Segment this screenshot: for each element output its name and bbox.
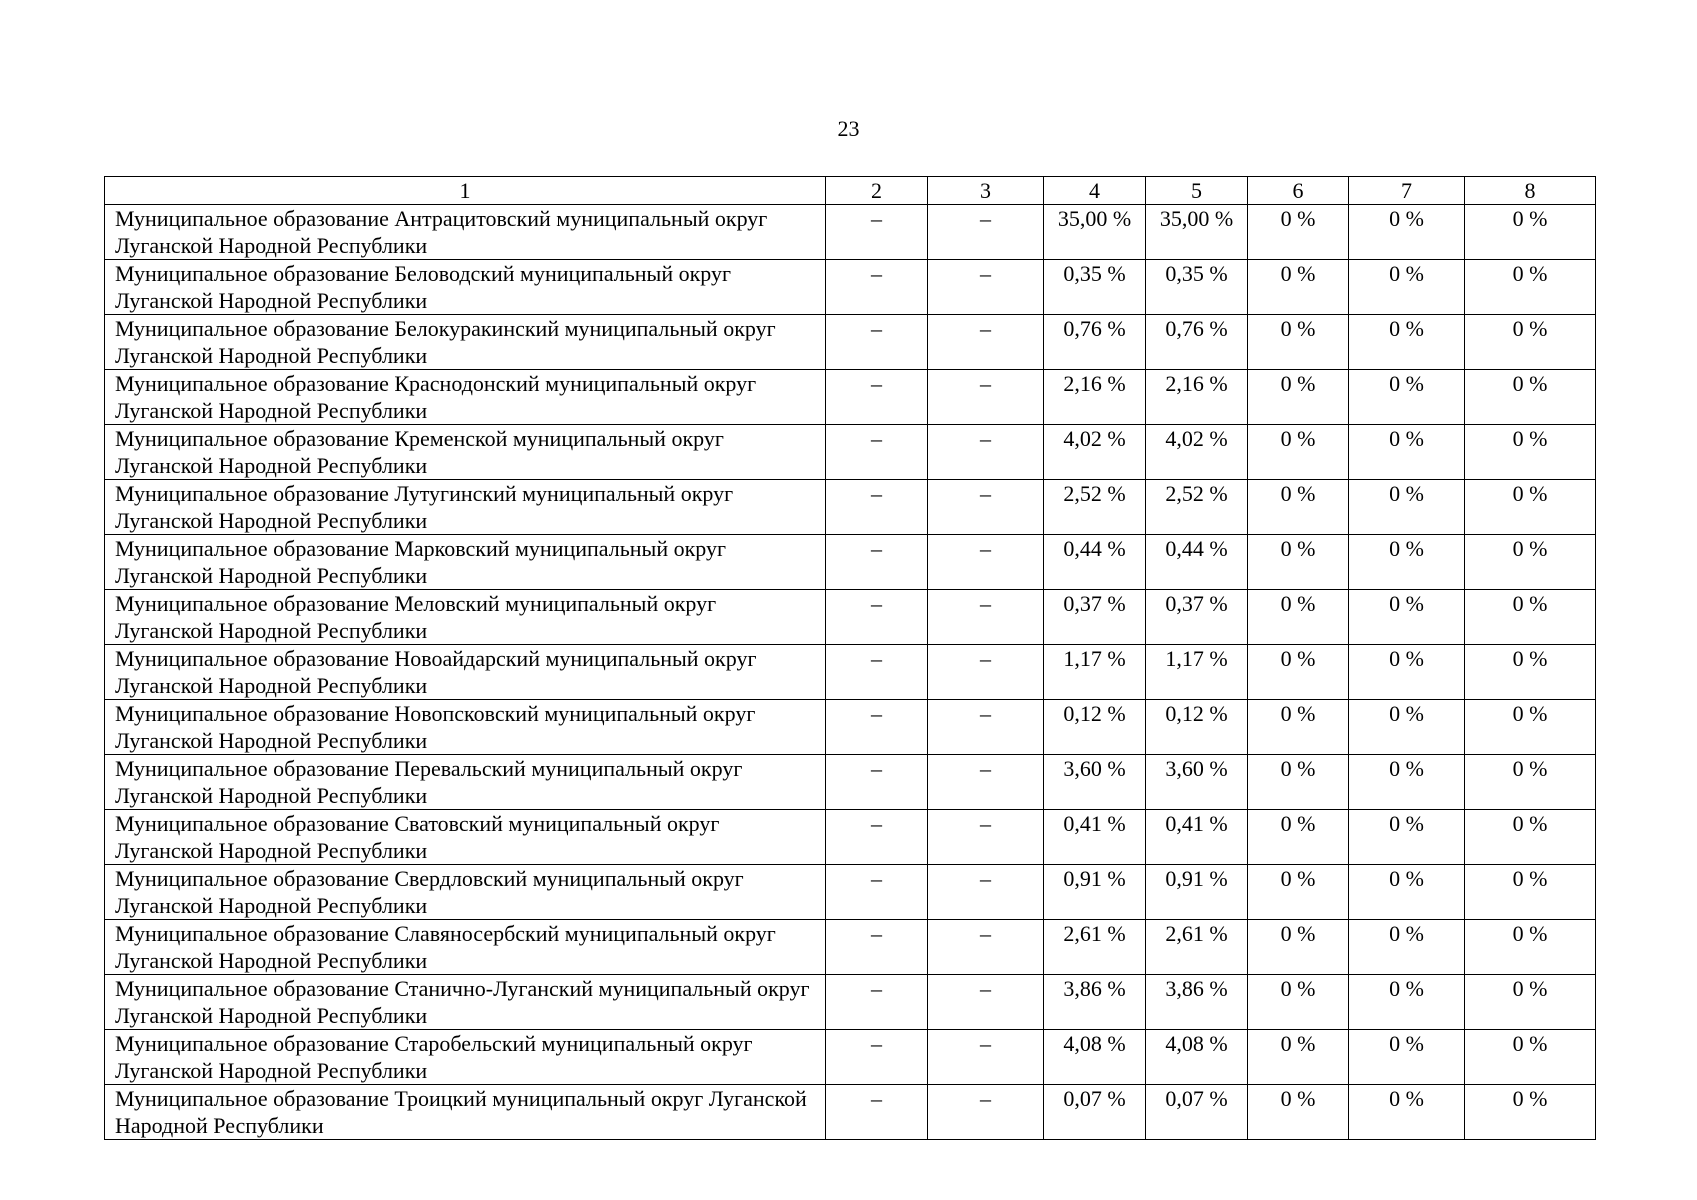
value-cell-col-3: – — [928, 700, 1044, 755]
column-header-6: 6 — [1248, 177, 1349, 205]
table-header — [105, 177, 1596, 205]
municipality-name-cell: Муниципальное образование Кременской муниципальный округ Луганской Народной Республики — [105, 425, 826, 480]
value-cell-col-8: 0 % — [1465, 645, 1596, 700]
table-row — [105, 975, 1596, 1030]
value-cell-col-5: 0,07 % — [1146, 1085, 1248, 1140]
value-cell-col-2: – — [826, 205, 928, 260]
value-cell-col-3: – — [928, 755, 1044, 810]
value-cell-col-3: – — [928, 205, 1044, 260]
value-cell-col-8: 0 % — [1465, 425, 1596, 480]
table-row — [105, 1085, 1596, 1140]
value-cell-col-2: – — [826, 810, 928, 865]
value-cell-col-5: 4,02 % — [1146, 425, 1248, 480]
column-header-1: 1 — [105, 177, 826, 205]
value-cell-col-7: 0 % — [1349, 700, 1465, 755]
value-cell-col-5: 0,37 % — [1146, 590, 1248, 645]
value-cell-col-8: 0 % — [1465, 920, 1596, 975]
table-row — [105, 425, 1596, 480]
value-cell-col-4: 2,52 % — [1044, 480, 1146, 535]
municipality-name-cell: Муниципальное образование Станично-Луганский муниципальный округ Луганской Народной Республики — [105, 975, 826, 1030]
municipality-name-cell: Муниципальное образование Лутугинский муниципальный округ Луганской Народной Республики — [105, 480, 826, 535]
value-cell-col-6: 0 % — [1248, 975, 1349, 1030]
value-cell-col-3: – — [928, 1085, 1044, 1140]
value-cell-col-3: – — [928, 865, 1044, 920]
value-cell-col-3: – — [928, 810, 1044, 865]
value-cell-col-4: 4,08 % — [1044, 1030, 1146, 1085]
value-cell-col-6: 0 % — [1248, 920, 1349, 975]
value-cell-col-7: 0 % — [1349, 920, 1465, 975]
value-cell-col-5: 4,08 % — [1146, 1030, 1248, 1085]
value-cell-col-4: 1,17 % — [1044, 645, 1146, 700]
value-cell-col-5: 3,60 % — [1146, 755, 1248, 810]
column-header-3: 3 — [928, 177, 1044, 205]
value-cell-col-6: 0 % — [1248, 260, 1349, 315]
table-row — [105, 700, 1596, 755]
value-cell-col-4: 0,12 % — [1044, 700, 1146, 755]
value-cell-col-6: 0 % — [1248, 865, 1349, 920]
value-cell-col-4: 2,61 % — [1044, 920, 1146, 975]
value-cell-col-7: 0 % — [1349, 590, 1465, 645]
municipality-name-cell: Муниципальное образование Белокуракинский муниципальный округ Луганской Народной Республики — [105, 315, 826, 370]
value-cell-col-6: 0 % — [1248, 645, 1349, 700]
value-cell-col-8: 0 % — [1465, 315, 1596, 370]
value-cell-col-4: 3,86 % — [1044, 975, 1146, 1030]
value-cell-col-4: 0,37 % — [1044, 590, 1146, 645]
municipality-name-cell: Муниципальное образование Новоайдарский муниципальный округ Луганской Народной Республики — [105, 645, 826, 700]
value-cell-col-8: 0 % — [1465, 480, 1596, 535]
value-cell-col-8: 0 % — [1465, 535, 1596, 590]
value-cell-col-5: 2,52 % — [1146, 480, 1248, 535]
table-row — [105, 260, 1596, 315]
table-row — [105, 370, 1596, 425]
value-cell-col-5: 2,16 % — [1146, 370, 1248, 425]
value-cell-col-5: 35,00 % — [1146, 205, 1248, 260]
value-cell-col-8: 0 % — [1465, 810, 1596, 865]
value-cell-col-2: – — [826, 425, 928, 480]
value-cell-col-7: 0 % — [1349, 205, 1465, 260]
value-cell-col-4: 2,16 % — [1044, 370, 1146, 425]
value-cell-col-5: 0,41 % — [1146, 810, 1248, 865]
value-cell-col-7: 0 % — [1349, 315, 1465, 370]
value-cell-col-4: 3,60 % — [1044, 755, 1146, 810]
value-cell-col-7: 0 % — [1349, 480, 1465, 535]
municipality-name-cell: Муниципальное образование Марковский муниципальный округ Луганской Народной Республики — [105, 535, 826, 590]
column-header-4: 4 — [1044, 177, 1146, 205]
value-cell-col-7: 0 % — [1349, 755, 1465, 810]
value-cell-col-3: – — [928, 370, 1044, 425]
value-cell-col-7: 0 % — [1349, 370, 1465, 425]
value-cell-col-4: 0,35 % — [1044, 260, 1146, 315]
value-cell-col-3: – — [928, 315, 1044, 370]
municipality-name-cell: Муниципальное образование Троицкий муниципальный округ Луганской Народной Республики — [105, 1085, 826, 1140]
value-cell-col-8: 0 % — [1465, 865, 1596, 920]
value-cell-col-2: – — [826, 370, 928, 425]
value-cell-col-2: – — [826, 260, 928, 315]
value-cell-col-3: – — [928, 425, 1044, 480]
column-header-8: 8 — [1465, 177, 1596, 205]
value-cell-col-7: 0 % — [1349, 865, 1465, 920]
value-cell-col-4: 4,02 % — [1044, 425, 1146, 480]
value-cell-col-7: 0 % — [1349, 425, 1465, 480]
table-body — [105, 205, 1596, 1140]
value-cell-col-8: 0 % — [1465, 975, 1596, 1030]
header-row — [105, 177, 1596, 205]
value-cell-col-4: 0,41 % — [1044, 810, 1146, 865]
value-cell-col-6: 0 % — [1248, 1030, 1349, 1085]
page-number: 23 — [837, 116, 860, 141]
value-cell-col-8: 0 % — [1465, 590, 1596, 645]
municipality-name-cell: Муниципальное образование Свердловский муниципальный округ Луганской Народной Республики — [105, 865, 826, 920]
value-cell-col-3: – — [928, 535, 1044, 590]
value-cell-col-3: – — [928, 920, 1044, 975]
value-cell-col-2: – — [826, 700, 928, 755]
value-cell-col-7: 0 % — [1349, 1085, 1465, 1140]
value-cell-col-2: – — [826, 480, 928, 535]
value-cell-col-2: – — [826, 535, 928, 590]
value-cell-col-3: – — [928, 260, 1044, 315]
value-cell-col-5: 0,91 % — [1146, 865, 1248, 920]
value-cell-col-6: 0 % — [1248, 425, 1349, 480]
value-cell-col-5: 1,17 % — [1146, 645, 1248, 700]
value-cell-col-5: 0,35 % — [1146, 260, 1248, 315]
municipality-name-cell: Муниципальное образование Меловский муниципальный округ Луганской Народной Республики — [105, 590, 826, 645]
value-cell-col-6: 0 % — [1248, 480, 1349, 535]
value-cell-col-5: 0,12 % — [1146, 700, 1248, 755]
value-cell-col-6: 0 % — [1248, 205, 1349, 260]
value-cell-col-4: 0,07 % — [1044, 1085, 1146, 1140]
value-cell-col-3: – — [928, 1030, 1044, 1085]
municipality-name-cell: Муниципальное образование Новопсковский муниципальный округ Луганской Народной Республики — [105, 700, 826, 755]
value-cell-col-6: 0 % — [1248, 590, 1349, 645]
value-cell-col-4: 35,00 % — [1044, 205, 1146, 260]
value-cell-col-7: 0 % — [1349, 975, 1465, 1030]
value-cell-col-2: – — [826, 315, 928, 370]
value-cell-col-2: – — [826, 1085, 928, 1140]
table-row — [105, 535, 1596, 590]
table-row — [105, 480, 1596, 535]
value-cell-col-8: 0 % — [1465, 205, 1596, 260]
value-cell-col-5: 0,44 % — [1146, 535, 1248, 590]
table-row — [105, 205, 1596, 260]
value-cell-col-8: 0 % — [1465, 755, 1596, 810]
table-row — [105, 590, 1596, 645]
value-cell-col-8: 0 % — [1465, 260, 1596, 315]
value-cell-col-3: – — [928, 590, 1044, 645]
value-cell-col-6: 0 % — [1248, 810, 1349, 865]
value-cell-col-7: 0 % — [1349, 645, 1465, 700]
table-row — [105, 865, 1596, 920]
value-cell-col-2: – — [826, 920, 928, 975]
value-cell-col-3: – — [928, 480, 1044, 535]
municipality-name-cell: Муниципальное образование Краснодонский муниципальный округ Луганской Народной Республики — [105, 370, 826, 425]
value-cell-col-4: 0,76 % — [1044, 315, 1146, 370]
data-table — [104, 176, 1596, 1140]
value-cell-col-8: 0 % — [1465, 700, 1596, 755]
municipality-name-cell: Муниципальное образование Сватовский муниципальный округ Луганской Народной Республики — [105, 810, 826, 865]
value-cell-col-2: – — [826, 865, 928, 920]
municipality-name-cell: Муниципальное образование Старобельский муниципальный округ Луганской Народной Республики — [105, 1030, 826, 1085]
table-row — [105, 755, 1596, 810]
value-cell-col-3: – — [928, 645, 1044, 700]
value-cell-col-3: – — [928, 975, 1044, 1030]
value-cell-col-2: – — [826, 590, 928, 645]
value-cell-col-5: 2,61 % — [1146, 920, 1248, 975]
value-cell-col-2: – — [826, 975, 928, 1030]
value-cell-col-5: 0,76 % — [1146, 315, 1248, 370]
value-cell-col-6: 0 % — [1248, 1085, 1349, 1140]
value-cell-col-7: 0 % — [1349, 1030, 1465, 1085]
table-row — [105, 645, 1596, 700]
table-row — [105, 315, 1596, 370]
value-cell-col-6: 0 % — [1248, 370, 1349, 425]
value-cell-col-6: 0 % — [1248, 700, 1349, 755]
table-row — [105, 1030, 1596, 1085]
value-cell-col-6: 0 % — [1248, 755, 1349, 810]
value-cell-col-8: 0 % — [1465, 370, 1596, 425]
value-cell-col-2: – — [826, 645, 928, 700]
value-cell-col-7: 0 % — [1349, 535, 1465, 590]
column-header-2: 2 — [826, 177, 928, 205]
table-row — [105, 810, 1596, 865]
value-cell-col-7: 0 % — [1349, 260, 1465, 315]
value-cell-col-5: 3,86 % — [1146, 975, 1248, 1030]
municipality-name-cell: Муниципальное образование Перевальский муниципальный округ Луганской Народной Республики — [105, 755, 826, 810]
value-cell-col-7: 0 % — [1349, 810, 1465, 865]
value-cell-col-4: 0,44 % — [1044, 535, 1146, 590]
value-cell-col-8: 0 % — [1465, 1085, 1596, 1140]
value-cell-col-6: 0 % — [1248, 315, 1349, 370]
municipality-name-cell: Муниципальное образование Славяносербский муниципальный округ Луганской Народной Республики — [105, 920, 826, 975]
municipality-name-cell: Муниципальное образование Антрацитовский муниципальный округ Луганской Народной Республики — [105, 205, 826, 260]
municipality-name-cell: Муниципальное образование Беловодский муниципальный округ Луганской Народной Республики — [105, 260, 826, 315]
value-cell-col-2: – — [826, 755, 928, 810]
value-cell-col-4: 0,91 % — [1044, 865, 1146, 920]
column-header-7: 7 — [1349, 177, 1465, 205]
value-cell-col-6: 0 % — [1248, 535, 1349, 590]
value-cell-col-8: 0 % — [1465, 1030, 1596, 1085]
table-row — [105, 920, 1596, 975]
value-cell-col-2: – — [826, 1030, 928, 1085]
column-header-5: 5 — [1146, 177, 1248, 205]
